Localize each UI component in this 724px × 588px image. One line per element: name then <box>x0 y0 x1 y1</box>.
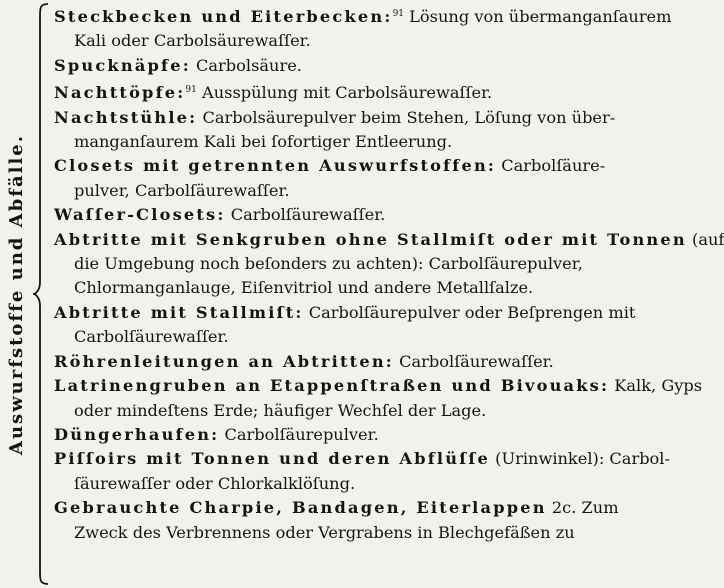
entry-term: Waſſer-Closets: <box>54 205 226 225</box>
entry-first-line <box>54 228 724 252</box>
entry-term: Abtritte mit Senkgruben ohne Stallmiſt oder mit Tonnen <box>54 229 687 249</box>
entry-text: manganſaurem Kali bei ſofortiger Entleerung. <box>74 132 453 152</box>
disinfection-entry <box>54 447 670 496</box>
entry-term: Latrinengruben an Etappenſtraßen und Bivouaks: <box>54 376 610 396</box>
side-category-label <box>4 6 30 582</box>
entry-text: (auf <box>686 229 724 249</box>
entry-first-line <box>54 496 656 520</box>
disinfection-entry <box>54 228 724 301</box>
disinfection-entry <box>54 374 703 423</box>
entry-term: Closets mit getrennten Auswurfstoffen: <box>54 156 497 176</box>
entry-first-line <box>54 350 656 374</box>
entry-term: Piſſoirs mit Tonnen und deren Abflüſſe <box>54 449 491 469</box>
entry-first-line <box>54 301 656 325</box>
entry-term: Nachttöpfe: <box>54 83 186 103</box>
entry-text: Carbolſäurewaſſer. <box>74 327 229 347</box>
entry-term: Nachtstühle: <box>54 107 198 127</box>
entry-list <box>54 2 724 545</box>
entry-term: Gebrauchte Charpie, Bandagen, Eiterlappen <box>54 498 547 518</box>
entry-text: (Urinwinkel): Carbol- <box>490 449 670 469</box>
entry-first-line <box>54 106 656 130</box>
entry-text: Chlormanganlauge, Eiſenvitriol und andere Metallſalze. <box>74 278 534 298</box>
entry-continuation-line <box>54 29 656 53</box>
entry-continuation-line <box>54 276 656 300</box>
entry-first-line <box>54 374 703 398</box>
side-label-text: Auswurfstoffe und Abfälle. <box>6 133 28 455</box>
entry-first-line <box>54 78 656 105</box>
entry-text: pulver, Carbolſäurewaſſer. <box>74 180 290 200</box>
disinfection-entry <box>54 496 656 545</box>
entry-text: Carbolsäure. <box>190 55 302 75</box>
entry-text: Carbolſäurepulver. <box>219 424 379 444</box>
entry-text: Carbolsäurepulver beim Stehen, Löſung von über- <box>197 107 616 127</box>
entry-continuation-line <box>54 179 656 203</box>
entry-text: Carbolſäurewaſſer. <box>393 351 554 371</box>
entry-text: die Umgebung noch beſonders zu achten): Carbolſäurepulver, <box>74 254 583 274</box>
entry-text: Carbolſäure- <box>496 156 606 176</box>
disinfection-entry <box>54 350 656 374</box>
entry-continuation-line <box>54 472 656 496</box>
entry-continuation-line <box>54 130 656 154</box>
entry-first-line <box>54 203 656 227</box>
entry-term: Steckbecken und Eiterbecken: <box>54 7 393 26</box>
disinfection-entry <box>54 78 656 105</box>
footnote-marker: 91 <box>185 85 197 96</box>
entry-term: Abtritte mit Stallmiſt: <box>54 302 304 322</box>
disinfection-entry <box>54 203 656 227</box>
disinfection-entry <box>54 2 672 54</box>
entry-text: Carbolſäurepulver oder Beſprengen mit <box>303 302 636 322</box>
entry-text: Carbolſäurewaſſer. <box>225 205 386 225</box>
entry-text: oder mindeſtens Erde; häufiger Wechſel der Lage. <box>74 400 487 420</box>
entry-continuation-line <box>54 252 656 276</box>
disinfection-entry <box>54 154 656 203</box>
footnote-marker: 91 <box>392 9 405 19</box>
entry-first-line <box>54 154 656 178</box>
entry-first-line <box>54 447 670 471</box>
curly-brace-icon <box>32 2 50 586</box>
entry-first-line <box>54 2 672 29</box>
entry-text: Ausspülung mit Carbolsäurewaſſer. <box>196 83 493 103</box>
disinfection-entry <box>54 54 656 78</box>
entry-continuation-line <box>54 399 656 423</box>
entry-text: Kalk, Gyps <box>609 376 703 396</box>
entry-first-line <box>54 54 656 78</box>
disinfection-entry <box>54 106 656 155</box>
entry-term: Röhrenleitungen an Abtritten: <box>54 351 394 371</box>
entry-text: Lösung von übermanganſaurem <box>404 7 672 26</box>
disinfection-entry <box>54 301 656 350</box>
entry-text: Zweck des Verbrennens oder Vergrabens in Blechgefäßen zu <box>74 522 575 542</box>
entry-continuation-line <box>54 325 656 349</box>
entry-text: ſäurewaſſer oder Chlorkalklöſung. <box>74 473 356 493</box>
disinfection-entry <box>54 423 656 447</box>
entry-first-line <box>54 423 656 447</box>
entry-continuation-line <box>54 521 656 545</box>
entry-term: Düngerhaufen: <box>54 424 220 444</box>
entry-text: Kali oder Carbolsäurewaſſer. <box>74 31 311 51</box>
entry-text: 2c. Zum <box>546 498 619 518</box>
entry-term: Spucknäpfe: <box>54 55 191 75</box>
